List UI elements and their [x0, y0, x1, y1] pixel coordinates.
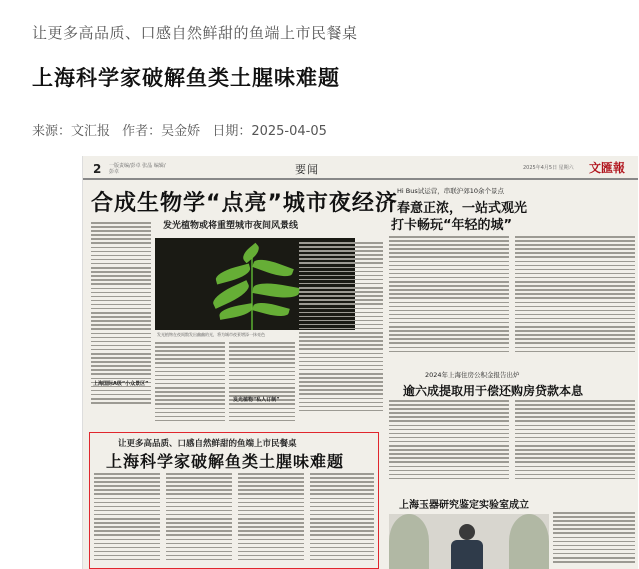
- inline-subhead-2: 发光植物“私人订制”: [233, 397, 280, 403]
- main-subheadline: 发光植物或将重塑城市夜间风景线: [163, 221, 299, 231]
- newspaper-masthead: 文匯報: [589, 161, 626, 175]
- column-mid-2: [229, 342, 295, 428]
- newspaper-page-image: [82, 156, 638, 569]
- side-headline-3: 逾六成提取用于偿还购房贷款本息: [403, 384, 584, 398]
- highlight-column-2: [166, 473, 232, 567]
- source-label: 来源：文汇报: [32, 124, 111, 139]
- highlight-column-1: [94, 473, 160, 567]
- photo-caption: 发光植物在夜间散发出幽幽的光，将为城市夜景增添一抹亮色: [157, 332, 265, 337]
- newspaper-header: [83, 156, 638, 180]
- highlight-kicker: 让更多高品质、口感自然鲜甜的鱼端上市民餐桌: [118, 439, 297, 449]
- section-label: 要闻: [295, 163, 319, 176]
- article-subtitle: 让更多高品质、口感自然鲜甜的鱼端上市民餐桌: [32, 24, 358, 42]
- column-left: [91, 222, 151, 422]
- newspaper-date: 2025年4月5日 星期六: [523, 165, 574, 171]
- column-mid-3: [299, 242, 383, 428]
- main-headline: 合成生物学“点亮”城市夜经济: [91, 191, 398, 216]
- side-headline-2: 打卡畅玩“年轻的城”: [391, 218, 513, 233]
- side-column-3: [389, 400, 509, 490]
- highlighted-article-box: [89, 432, 379, 569]
- side-column-2: [515, 236, 635, 364]
- inline-subhead-1: 上海国际A级“小众景区”: [93, 381, 149, 387]
- side-kicker: Hi Bus试运营，串联沪郊10余个景点: [397, 187, 504, 195]
- side-kicker-2: 2024年上海住房公积金报告出炉: [425, 371, 520, 379]
- page-number: 2: [93, 162, 102, 176]
- side-column-4: [515, 400, 635, 490]
- highlight-column-3: [238, 473, 304, 567]
- side-column-5: [553, 512, 635, 569]
- highlight-headline: 上海科学家破解鱼类土腥味难题: [106, 452, 345, 471]
- date-label: 日期：2025-04-05: [212, 124, 327, 139]
- column-mid-1: [155, 342, 225, 428]
- article-meta: [32, 120, 335, 139]
- page-editors: 一版责编/彭卓 张晶 编辑/彭卓: [109, 163, 166, 175]
- highlight-column-4: [310, 473, 374, 567]
- side-column-1: [389, 236, 509, 364]
- jade-lab-photo: [389, 514, 549, 569]
- side-headline-1: 春意正浓，一站式观光: [397, 201, 528, 216]
- side-headline-4: 上海玉器研究鉴定实验室成立: [399, 500, 529, 511]
- author-label: 作者：吴金娇: [122, 124, 201, 139]
- article-title: 上海科学家破解鱼类土腥味难题: [32, 66, 340, 90]
